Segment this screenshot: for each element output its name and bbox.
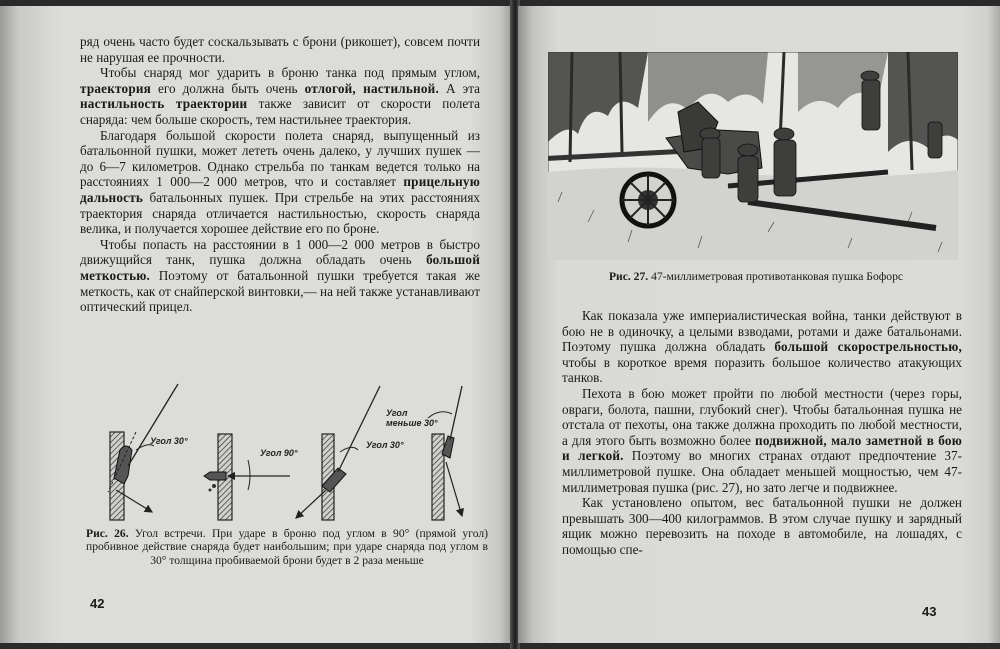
- figure-27-caption-text: 47-миллиметровая противотанковая пушка Бофорс: [648, 270, 904, 283]
- paragraph: [80, 34, 480, 65]
- bold-term: настильность траектории: [80, 96, 248, 112]
- armor-plate-2: [204, 434, 290, 520]
- paragraph: [562, 495, 962, 557]
- angle-label-3: Угол 30°: [366, 440, 404, 450]
- text-run: Поэтому во многих странах отдают предпочтение 37-миллиметровой пушке. Она обладает меньшей мощностью, чем 47-миллиметровая пушка (рис. 27), но зато легче и подвижнее.: [562, 448, 962, 495]
- bold-term: большой меткостью.: [80, 252, 480, 283]
- text-run: Пехота в бою может пройти по любой местности (через горы, овраги, болота, пашни, глубокий снег). Чтобы батальонная пушка не отстала от пехоты, она также должна проходить по любой местности, а для этого быть возможно более: [562, 385, 962, 448]
- text-run: его должна быть очень: [150, 80, 305, 96]
- armor-plate-4: [428, 386, 462, 520]
- angle-label-1: Угол 30°: [150, 436, 188, 446]
- bold-term: траектория: [80, 80, 151, 96]
- paragraph: [562, 308, 962, 386]
- bold-term: подвижной, мало заметной в бою и легкой.: [562, 432, 962, 464]
- figure-26-caption: [86, 527, 488, 567]
- armor-plate-3: [296, 386, 380, 520]
- text-run: чтобы в короткое время поразить большое количество атакующих танков.: [562, 354, 962, 386]
- text-run: Чтобы попасть на расстоянии в 1 000—2 000 метров в быстро движущийся танк, пушка должна обладать очень: [80, 236, 480, 268]
- text-run: Благодаря большой скорости полета снаряд, выпущенный из батальонной пушки, может лететь очень далеко, у лучших пушек — до 6—7 километров. Однако стрельба по танкам ведется только на расстояниях 1 000—2 000 метров, что и составляет: [80, 127, 480, 190]
- paragraph: [80, 237, 480, 315]
- left-page: [0, 6, 512, 643]
- figure-26-caption-text: Угол встречи. При ударе в броню под углом в 90° (прямой угол) пробивное действие снаряда будет наибольшим; при ударе снаряда под углом в 30° толщина пробиваемой брони будет в 2 раза меньше: [86, 527, 488, 567]
- figure-27-antitank-gun-illustration: [548, 52, 958, 260]
- text-run: Как установлено опытом, вес батальонной пушки не должен превышать 300—400 килограммов. В этом случае пушку и зарядный ящик можно перевозить на походе в автомобиле, на лошадях, с помощью спе-: [562, 495, 962, 557]
- text-run: Как показала уже империалистическая война, танки действуют в бою не в одиночку, а целыми взводами, ротами и даже батальонами. Поэтому пушка должна обладать: [562, 308, 962, 355]
- text-run: Поэтому от батальонной пушки требуется такая же меткость, как от снайперской винтовки,— на ней также устанавливают оптический прицел.: [80, 267, 480, 315]
- text-run: батальонных пушек. При стрельбе на этих расстояниях траектория снаряда отличается настильностью, скорость снаряда велика, и получается хорошее действие его по броне.: [80, 189, 480, 237]
- paragraph: [80, 65, 480, 127]
- right-page: [518, 6, 1000, 643]
- angle-label-4a: Угол: [386, 408, 408, 418]
- bold-term: прицельную дальность: [80, 174, 480, 205]
- figure-26-number: Рис. 26.: [86, 527, 129, 540]
- figure-27-caption: [554, 270, 958, 283]
- page-number-right: 43: [922, 604, 937, 619]
- figure-27-number: Рис. 27.: [608, 270, 649, 283]
- paragraph: [562, 386, 962, 495]
- text-run: Чтобы снаряд мог ударить в броню танка под прямым углом,: [100, 65, 480, 81]
- paragraph: [80, 128, 480, 237]
- armor-plate-1: [108, 384, 178, 520]
- text-run: также зависит от скорости полета снаряда: чем больше скорость, тем настильнее траектория.: [80, 96, 480, 127]
- bold-term: отлогой, настильной.: [304, 80, 439, 96]
- bold-term: большой скорострельностью,: [774, 339, 962, 355]
- text-run: А эта: [438, 80, 480, 96]
- figure-26-impact-angles: [90, 372, 485, 524]
- angle-label-2: Угол 90°: [260, 448, 298, 458]
- page-number-left: 42: [90, 596, 105, 611]
- angle-label-4b: меньше 30°: [386, 418, 438, 428]
- left-page-text: [80, 34, 480, 315]
- right-page-text: [562, 308, 962, 558]
- text-run: ряд очень часто будет соскальзывать с брони (рикошет), совсем почти не нарушая ее прочности.: [80, 34, 480, 65]
